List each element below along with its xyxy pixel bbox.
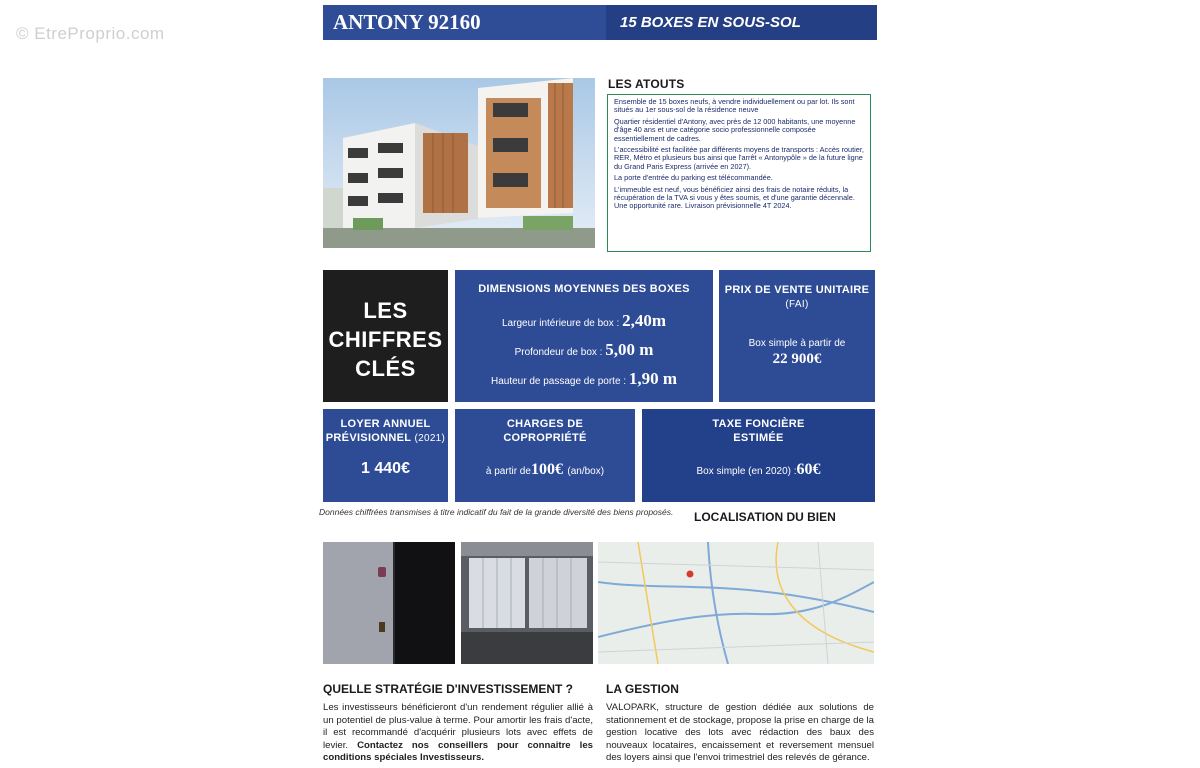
location-map[interactable] (598, 542, 874, 664)
gestion-text: VALOPARK, structure de gestion dédiée aux solutions de stationnement et de stockage, propose la prise en charge de la gestion locative des lots avec rédaction des baux des nouveaux locataires, encaissement et reversement mensuel des loyers ainsi que l'envoi trimestriel des relevés de gérance. (606, 702, 874, 764)
chiffres-line-2: CHIFFRES (328, 327, 443, 352)
header-subtitle: 15 BOXES EN SOUS-SOL (606, 5, 877, 40)
prix-title (719, 283, 875, 312)
strategie-title: QUELLE STRATÉGIE D'INVESTISSEMENT ? (323, 682, 573, 696)
header-city: ANTONY 92160 (323, 5, 606, 40)
hauteur-row (455, 366, 713, 395)
taxe-title-2: ESTIMÉE (733, 432, 784, 444)
atouts-box (607, 94, 871, 252)
charges-value: 100€ (530, 461, 563, 478)
charges-suffix: (an/box) (567, 466, 605, 477)
strategie-text-block (323, 702, 593, 765)
loyer-title-1: LOYER ANNUEL (340, 418, 431, 430)
loyer-title-2-text: PRÉVISIONNEL (325, 432, 412, 444)
largeur-value: 2,40m (622, 311, 666, 330)
dimensions-box (455, 270, 713, 402)
profondeur-label: Profondeur de box : (514, 347, 603, 358)
loyer-title-2 (323, 431, 448, 446)
map-pin-icon (687, 571, 694, 578)
charges-row (455, 461, 635, 479)
prix-title-suffix: (FAI) (785, 299, 809, 310)
taxe-box (642, 409, 875, 502)
prix-title-text: PRIX DE VENTE UNITAIRE (724, 284, 870, 296)
strategie-contact: Contactez nos conseillers pour connaitre les conditions spéciales Investisseurs. (323, 739, 593, 764)
charges-box (455, 409, 635, 502)
header-banner (323, 5, 877, 40)
charges-title-1: CHARGES DE (506, 418, 584, 430)
atouts-paragraph-4: La porte d'entrée du parking est télécommandée. (614, 173, 773, 183)
largeur-label: Largeur intérieure de box : (502, 318, 620, 329)
chiffres-line-1: LES (363, 298, 408, 323)
taxe-title-1: TAXE FONCIÈRE (712, 418, 805, 430)
charges-title-2: COPROPRIÉTÉ (503, 432, 587, 444)
strategie-text: Les investisseurs bénéficieront d'un rendement régulier allié à un potentiel de plus-value à terme. Pour amortir les frais d'acte, il est recommandé d'acquérir plusieurs lots avec effets de levier. (323, 702, 593, 751)
loyer-value: 1 440€ (361, 460, 410, 477)
chiffres-line-3: CLÉS (355, 356, 416, 381)
charges-prefix: à partir de (485, 466, 531, 477)
building-photo (323, 78, 595, 248)
hauteur-label: Hauteur de passage de porte : (490, 376, 627, 387)
watermark: © EtreProprio.com (16, 24, 165, 43)
prix-line: Box simple à partir de (748, 338, 846, 349)
taxe-prefix: Box simple (en 2020) : (696, 466, 797, 477)
taxe-value: 60€ (796, 461, 821, 478)
loyer-title-2-suffix: (2021) (414, 433, 446, 444)
chiffres-cles-box (323, 270, 448, 402)
prix-value: 22 900€ (772, 351, 822, 367)
garage-doors-photo (461, 542, 593, 664)
profondeur-row (455, 337, 713, 366)
taxe-row (642, 461, 875, 479)
loyer-box (323, 409, 448, 502)
atouts-paragraph-2: Quartier résidentiel d'Antony, avec près de 12 000 habitants, une moyenne d'âge 40 ans et une catégorie socio professionnelle composée essentiellement de cadres. (614, 116, 856, 143)
localisation-title: LOCALISATION DU BIEN (694, 510, 836, 524)
dimensions-title: DIMENSIONS MOYENNES DES BOXES (478, 283, 690, 295)
atouts-paragraph-1: Ensemble de 15 boxes neufs, à vendre individuellement ou par lot. Ils sont situés au 1er sous-sol de la résidence neuve (614, 97, 855, 115)
largeur-row (455, 308, 713, 337)
profondeur-value: 5,00 m (605, 340, 654, 359)
prix-box (719, 270, 875, 402)
disclaimer: Données chiffrées transmises à titre indicatif du fait de la grande diversité des biens proposés. (319, 507, 674, 517)
atouts-title: LES ATOUTS (608, 77, 685, 91)
atouts-paragraph-5: L'immeuble est neuf, vous bénéficiez ainsi des frais de notaire réduits, la récupération de la TVA si vous y êtes soumis, et d'une garantie décennale. Une opportunité rare. Livraison prévisionnelle 4T 2024. (614, 184, 855, 211)
atouts-paragraph-3: L'accessibilité est facilitée par différents moyens de transports : Accès routier, RER, Métro et plusieurs bus ainsi que l'arrêt « Antonypôle » de la future ligne du Grand Paris Express (arrivée en 2027). (614, 145, 864, 171)
storage-door-photo (323, 542, 455, 664)
hauteur-value: 1,90 m (628, 369, 678, 388)
gestion-title: LA GESTION (606, 682, 679, 696)
